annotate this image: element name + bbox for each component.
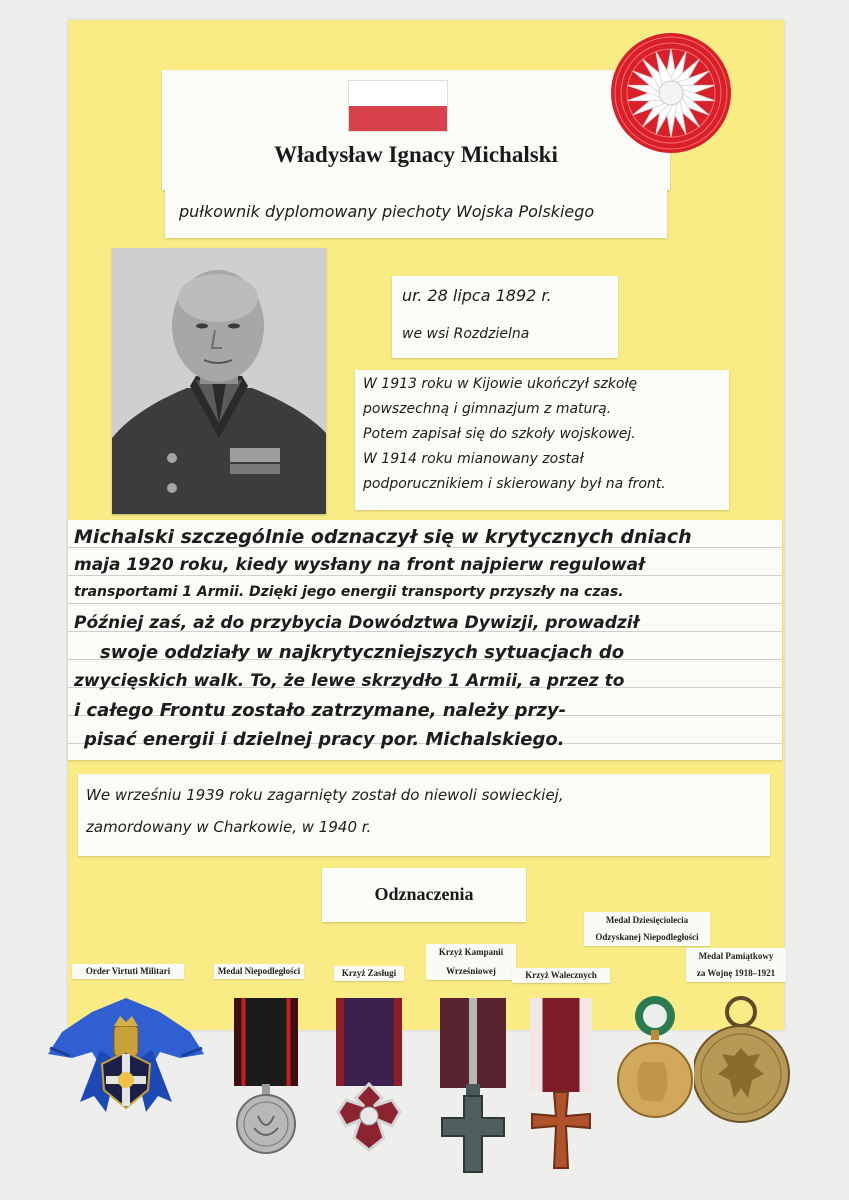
main-bio-card	[68, 520, 782, 760]
label-medal-niepodleglosci: Medal Niepodległości	[214, 964, 304, 979]
main-bio-line: swoje oddziały w najkrytyczniejszych sytuacjach do	[100, 642, 625, 663]
title-card	[162, 70, 670, 190]
early-bio-line: podporucznikiem i skierowany był na front.	[363, 476, 666, 492]
medal-niepodleglosci-icon	[232, 1084, 300, 1156]
early-bio-line: Potem zapisał się do szkoły wojskowej.	[363, 426, 636, 442]
label-virtuti-militari: Order Virtuti Militari	[72, 964, 184, 979]
label-medal-dziesieciolecia: Medal Dziesięciolecia Odzyskanej Niepodległości	[584, 912, 710, 946]
death-line: We wrześniu 1939 roku zagarnięty został do niewoli sowieckiej,	[86, 786, 564, 804]
early-bio-line: W 1914 roku mianowany został	[363, 451, 584, 467]
main-bio-line: i całego Frontu zostało zatrzymane, należy przy-	[74, 700, 567, 721]
birth-date: ur. 28 lipca 1892 r.	[402, 286, 552, 305]
krzyz-zaslugi-icon	[334, 1082, 404, 1172]
main-bio-line: Później zaś, aż do przybycia Dowództwa Dywizji, prowadził	[74, 613, 640, 633]
label-krzyz-walecznych: Krzyż Walecznych	[512, 968, 610, 983]
early-bio-card	[355, 370, 729, 510]
label-krzyz-zaslugi: Krzyż Zasługi	[334, 966, 404, 981]
label-krzyz-kampanii: Krzyż Kampanii Wrześniowej	[426, 944, 516, 980]
cockade-icon	[608, 30, 734, 156]
main-bio-line: zwycięskich walk. To, że lewe skrzydło 1 Armii, a przez to	[74, 671, 625, 691]
person-name: Władysław Ignacy Michalski	[274, 142, 558, 167]
birth-place: we wsi Rozdzielna	[402, 326, 530, 342]
decorations-heading-card	[322, 868, 526, 922]
krzyz-zaslugi-ribbon	[336, 998, 402, 1086]
label-medal-pamiatkowy: Medal Pamiątkowy za Wojnę 1918–1921	[686, 948, 786, 982]
rank-text: pułkownik dyplomowany piechoty Wojska Polskiego	[179, 202, 595, 221]
virtuti-militari-medal-icon	[40, 992, 212, 1128]
medal-pamiatkowy-icon	[694, 990, 804, 1140]
krzyz-walecznych-ribbon	[530, 998, 592, 1092]
krzyz-kampanii-ribbon	[440, 998, 506, 1088]
early-bio-line: powszechną i gimnazjum z maturą.	[363, 401, 612, 417]
death-card	[78, 774, 770, 856]
medal-dziesieciolecia-icon	[612, 990, 698, 1162]
death-line: zamordowany w Charkowie, w 1940 r.	[86, 818, 372, 836]
krzyz-walecznych-icon	[528, 1088, 594, 1172]
main-bio-line: transportami 1 Armii. Dzięki jego energii transporty przyszły na czas.	[74, 584, 624, 600]
early-bio-line: W 1913 roku w Kijowie ukończył szkołę	[363, 376, 638, 392]
medal-niepodleglosci-ribbon	[234, 998, 298, 1086]
krzyz-kampanii-icon	[438, 1084, 508, 1176]
portrait-photo	[112, 248, 326, 514]
main-bio-line: Michalski szczególnie odznaczył się w krytycznych dniach	[74, 526, 692, 548]
decorations-heading: Odznaczenia	[374, 884, 474, 904]
main-bio-line: pisać energii i dzielnej pracy por. Michalskiego.	[84, 729, 565, 750]
main-bio-line: maja 1920 roku, kiedy wysłany na front najpierw regulował	[74, 555, 645, 575]
polish-flag	[348, 80, 448, 132]
rank-card	[165, 190, 667, 238]
birth-card	[392, 276, 618, 358]
